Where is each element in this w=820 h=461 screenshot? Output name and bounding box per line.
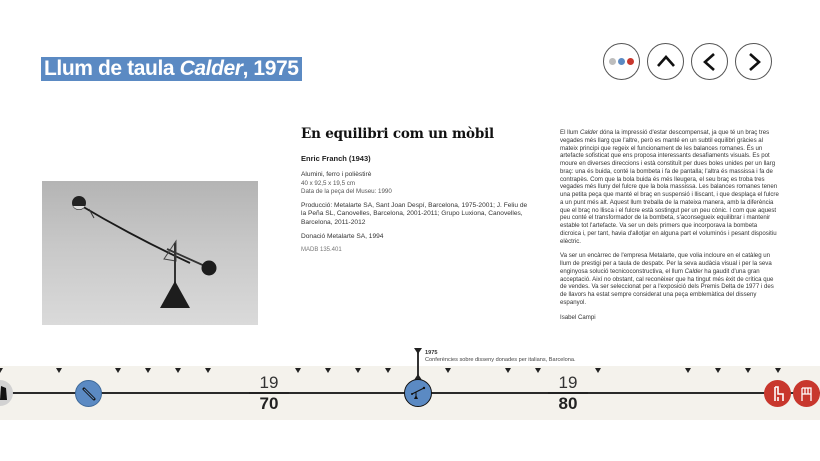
lamp-illustration: [42, 181, 258, 325]
essay-p1-prefix: El llum: [560, 129, 580, 136]
dot-gray: [609, 58, 616, 65]
object-icon: [0, 384, 8, 402]
chevron-left-icon: [699, 51, 721, 73]
color-dots-button[interactable]: [603, 43, 640, 80]
timeline-node-pen[interactable]: [75, 380, 102, 407]
timeline-tick: [175, 368, 181, 373]
timeline-tick: [385, 368, 391, 373]
object-author: Enric Franch (1943): [301, 154, 371, 163]
event-description[interactable]: Conferències sobre disseny donades per italians, Barcelona.: [425, 357, 576, 363]
event-year: 1975: [425, 350, 438, 356]
chevron-right-icon: [743, 51, 765, 73]
object-donation: Donació Metalarte SA, 1994: [301, 232, 384, 240]
decade-century: 19: [259, 373, 279, 392]
timeline-node-chair-1[interactable]: [764, 380, 791, 407]
timeline-tick: [685, 368, 691, 373]
object-metadata: [301, 126, 531, 255]
decade-century: 19: [558, 373, 578, 392]
object-essay: [560, 129, 779, 328]
prev-button[interactable]: [691, 43, 728, 80]
object-code: MADB 135.401: [301, 247, 342, 254]
title-suffix: , 1975: [242, 57, 299, 80]
timeline-tick: [115, 368, 121, 373]
essay-signature: Isabel Campi: [560, 313, 596, 321]
decade-year: 70: [259, 394, 279, 413]
object-photo: [42, 181, 258, 325]
essay-p1-rest: dóna la impressió d'estar descompensat, ja que té un braç tres vegades més llarg que l'altre, però es manté en un subtil equilibri gràcies al mateix principi que regeix el funcionament de les balances romanes. És un artefacte sofisticat que ens proposa interessants desafiaments visuals. Es pot moure en diverses direccions i està constituït per dues boles unides per un llarg braç: una és buida, conté la bombeta i fa de pantalla; l'altra és massissa i fa de contrapès. Com que la bola buida és més lleugera, el seu braç es troba tres vegades més lluny del fulcre que la bola massissa. Les balances romanes tenen una petita peça que manté el braç en suspensió i lliscant, i que desplaça el fulcre a un punt més alt. Aquest llum treballa de la mateixa manera, amb la diferència que el braç no llisca i el fulcre està sostingut per un peu cònic. I com que aquest peu conté el transformador de la bombeta, s'aconsegueix equilibrar i mantenir estable tot l'artefacte. Va ser un dels primers que incorporava la bombeta dicroica i, per tant, havia d'allotjar en alguna part el voluminós i pesant dispositiu elèctric.: [560, 129, 779, 245]
timeline-tick: [535, 368, 541, 373]
timeline-tick: [715, 368, 721, 373]
up-button[interactable]: [647, 43, 684, 80]
dots-icon: [609, 58, 634, 65]
timeline-node-calder-lamp[interactable]: [404, 379, 432, 407]
timeline-tick: [595, 368, 601, 373]
timeline-tick: [445, 368, 451, 373]
timeline-tick: [355, 368, 361, 373]
chair-icon: [799, 385, 815, 403]
dot-blue: [618, 58, 625, 65]
object-heading: En equilibri com un mòbil: [301, 126, 494, 142]
essay-paragraph-2: [560, 252, 779, 306]
page-title: [41, 57, 302, 81]
decade-year: 80: [558, 394, 578, 413]
timeline-tick: [745, 368, 751, 373]
object-museum-date: Data de la peça del Museu: 1990: [301, 188, 392, 196]
object-dimensions: 40 x 92,5 x 19,5 cm: [301, 179, 355, 187]
timeline-tick: [295, 368, 301, 373]
dot-red: [627, 58, 634, 65]
essay-p1-italic: Calder: [579, 129, 598, 136]
timeline-tick: [145, 368, 151, 373]
timeline-node-chair-2[interactable]: [793, 380, 820, 407]
object-production: Producció: Metalarte SA, Sant Joan Despí, Barcelona, 1975-2001; J. Feliu de la Peña SL, Canovelles, Barcelona, 2001-2011; Grupo Luxiona, Canovelles, Barcelona, 2011-2012: [301, 201, 528, 226]
timeline-tick: [505, 368, 511, 373]
timeline-tick: [0, 368, 3, 373]
object-materials: Alumini, ferro i polièstirè: [301, 171, 372, 178]
pen-icon: [81, 386, 97, 402]
timeline-tick: [205, 368, 211, 373]
essay-p2-rest: ha gaudit d'una gran acceptació. Així no obstant, cal reconèixer que ha tingut més èxit de crítica que de vendes. Va ser seleccionat per a l'exposició dels Premis Delta de 1977 i des de llavors ha estat sempre considerat una peça emblemàtica del disseny espanyol.: [560, 267, 774, 306]
lamp-icon: [409, 384, 427, 402]
essay-p2-prefix: Va ser un encàrrec de l'empresa Metalarte, que volia incloure en el catàleg un llum de prestigi per a taula de despatx. Per la seva audàcia visual i per la seva enginyosa solució tecnicoconstructiva, el llum: [560, 252, 772, 275]
event-arrow-down-icon: [414, 348, 422, 354]
timeline-tick: [325, 368, 331, 373]
nav-buttons: [603, 43, 772, 80]
chair-icon: [770, 385, 786, 403]
decade-label-1980: [548, 374, 588, 412]
essay-paragraph-1: [560, 129, 779, 245]
decade-label-1970: [249, 374, 289, 412]
next-button[interactable]: [735, 43, 772, 80]
title-prefix: Llum de taula: [44, 57, 180, 80]
chevron-up-icon: [655, 51, 677, 73]
timeline-tick: [775, 368, 781, 373]
timeline-tick: [56, 368, 62, 373]
title-italic: Calder: [179, 57, 243, 80]
essay-p2-italic: Calder: [684, 267, 703, 275]
